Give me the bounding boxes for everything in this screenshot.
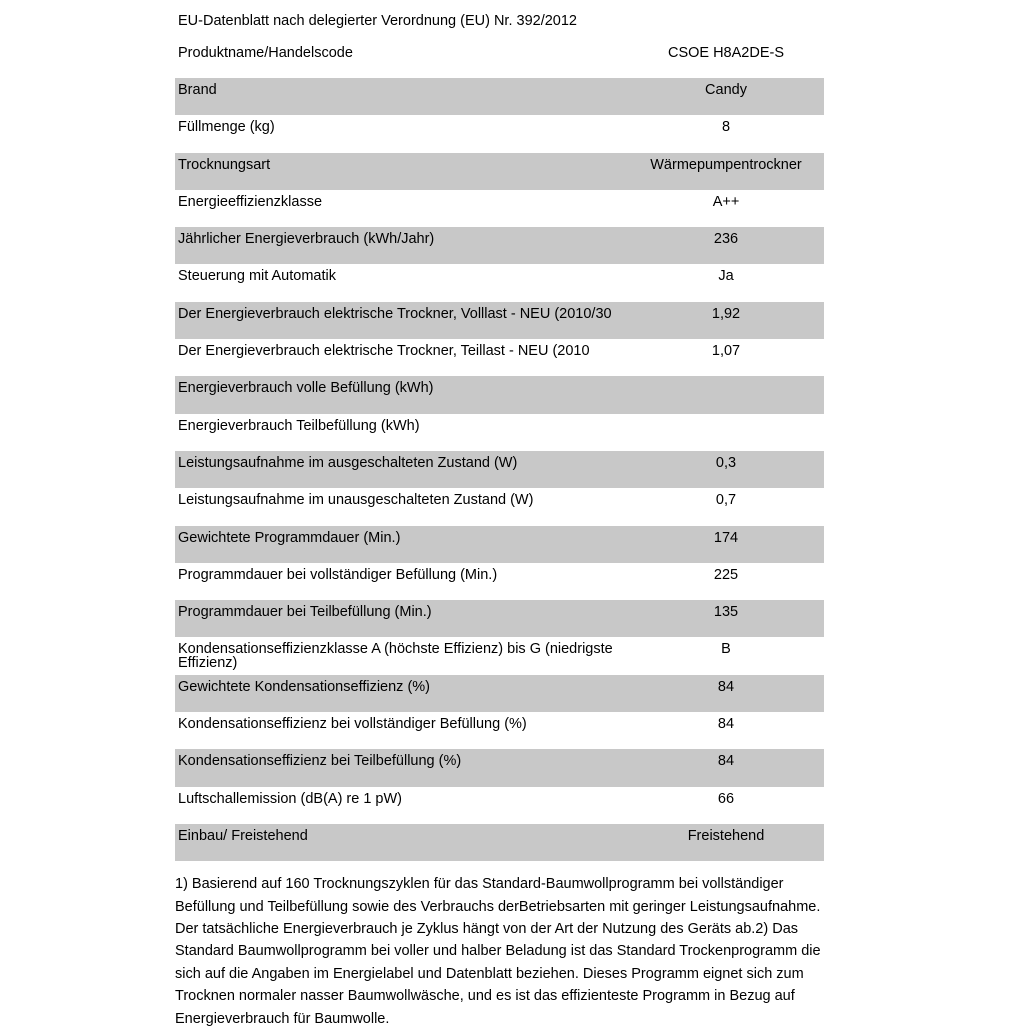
- footnote: 1) Basierend auf 160 Trocknungszyklen für das Standard-Baumwollprogramm bei vollständiger Befüllung und Teilbefüllung sowie des Verbrauchs derBetriebsarten mit geringer Leistungsaufnahme. Der tatsächliche Energieverbrauch je Zyklus hängt von der Art der Nutzung des Geräts ab.2) Das Standard Baumwollprogramm bei voller und halber Beladung ist das Standard Trockenprogramm die sich auf die Angaben im Energielabel und Datenblatt beziehen. Dieses Programm eignet sich zum Trocknen normaler nasser Baumwollwäsche, und es ist das effizienteste Programm in Bezug auf Energieverbrauch für Baumwolle.: [175, 876, 821, 1027]
- table-row: [175, 749, 824, 786]
- row-value: 1,07: [711, 343, 741, 360]
- row-value: 0,7: [715, 492, 737, 509]
- table-row: [175, 488, 824, 525]
- table-row: [175, 339, 824, 376]
- row-label: Steuerung mit Automatik: [178, 268, 336, 285]
- row-label: Der Energieverbrauch elektrische Trockner, Volllast - NEU (2010/30: [178, 305, 612, 322]
- product-row: [175, 40, 824, 78]
- row-label: Luftschallemission (dB(A) re 1 pW): [178, 790, 403, 807]
- row-value: 236: [713, 231, 739, 248]
- row-value: Freistehend: [687, 827, 765, 844]
- table-row: [175, 526, 824, 563]
- row-value: Ja: [718, 268, 734, 285]
- row-label: Gewichtete Kondensationseffizienz (%): [178, 678, 431, 695]
- table-row: [175, 227, 824, 264]
- row-value: B: [721, 641, 731, 658]
- row-label: Füllmenge (kg): [178, 119, 275, 136]
- row-label: Energieverbrauch Teilbefüllung (kWh): [178, 417, 420, 434]
- table-row: [175, 712, 824, 749]
- row-value: Candy: [705, 82, 747, 98]
- table-row: [175, 115, 824, 152]
- row-value: 84: [717, 678, 735, 695]
- row-value: 8: [721, 119, 731, 136]
- row-label: Energieeffizienzklasse: [178, 193, 323, 210]
- table-row: [175, 451, 824, 488]
- row-value: 174: [713, 529, 739, 546]
- row-value: 0,3: [715, 454, 737, 471]
- table-row: [175, 414, 824, 451]
- row-value: 84: [717, 753, 735, 770]
- table-row: [175, 153, 824, 190]
- row-label: Kondensationseffizienzklasse A (höchste Effizienz) bis G (niedrigste Effizienz): [178, 641, 613, 672]
- row-label: Jährlicher Energieverbrauch (kWh/Jahr): [178, 231, 435, 248]
- table-row: [175, 302, 824, 339]
- row-value: [628, 414, 824, 419]
- spec-table: [175, 78, 824, 861]
- table-row: [175, 600, 824, 637]
- row-value: 225: [713, 566, 739, 583]
- row-label: Gewichtete Programmdauer (Min.): [178, 529, 401, 546]
- row-label: Leistungsaufnahme im unausgeschalteten Zustand (W): [178, 492, 534, 509]
- table-row: [175, 190, 824, 227]
- product-value: CSOE H8A2DE-S: [667, 45, 785, 61]
- row-label: Programmdauer bei Teilbefüllung (Min.): [178, 604, 432, 621]
- row-label: Kondensationseffizienz bei Teilbefüllung (%): [178, 753, 462, 770]
- row-label: Trocknungsart: [178, 156, 271, 173]
- row-value: 135: [713, 604, 739, 621]
- table-row: [175, 376, 824, 413]
- row-label: Leistungsaufnahme im ausgeschalteten Zustand (W): [178, 454, 518, 471]
- table-row: [175, 675, 824, 712]
- row-value: 84: [717, 716, 735, 733]
- page-title: EU-Datenblatt nach delegierter Verordnung (EU) Nr. 392/2012: [178, 13, 577, 29]
- row-label: Kondensationseffizienz bei vollständiger Befüllung (%): [178, 716, 527, 733]
- row-value: 1,92: [711, 305, 741, 322]
- row-value: [628, 376, 824, 381]
- row-label: Energieverbrauch volle Befüllung (kWh): [178, 380, 434, 397]
- table-row: [175, 787, 824, 824]
- row-label: Programmdauer bei vollständiger Befüllung (Min.): [178, 566, 498, 583]
- table-row: [175, 78, 824, 115]
- row-value: Wärmepumpentrockner: [650, 156, 802, 173]
- datasheet: [175, 0, 824, 1030]
- row-label: Einbau/ Freistehend: [178, 827, 308, 844]
- row-value: A++: [712, 193, 740, 210]
- row-label: Brand: [178, 82, 217, 98]
- table-row: [175, 563, 824, 600]
- table-row: [175, 824, 824, 861]
- table-row: [175, 637, 824, 674]
- product-label: Produktname/Handelscode: [178, 45, 353, 61]
- row-label: Der Energieverbrauch elektrische Trockner, Teillast - NEU (2010: [178, 343, 590, 360]
- row-value: 66: [717, 790, 735, 807]
- table-row: [175, 264, 824, 301]
